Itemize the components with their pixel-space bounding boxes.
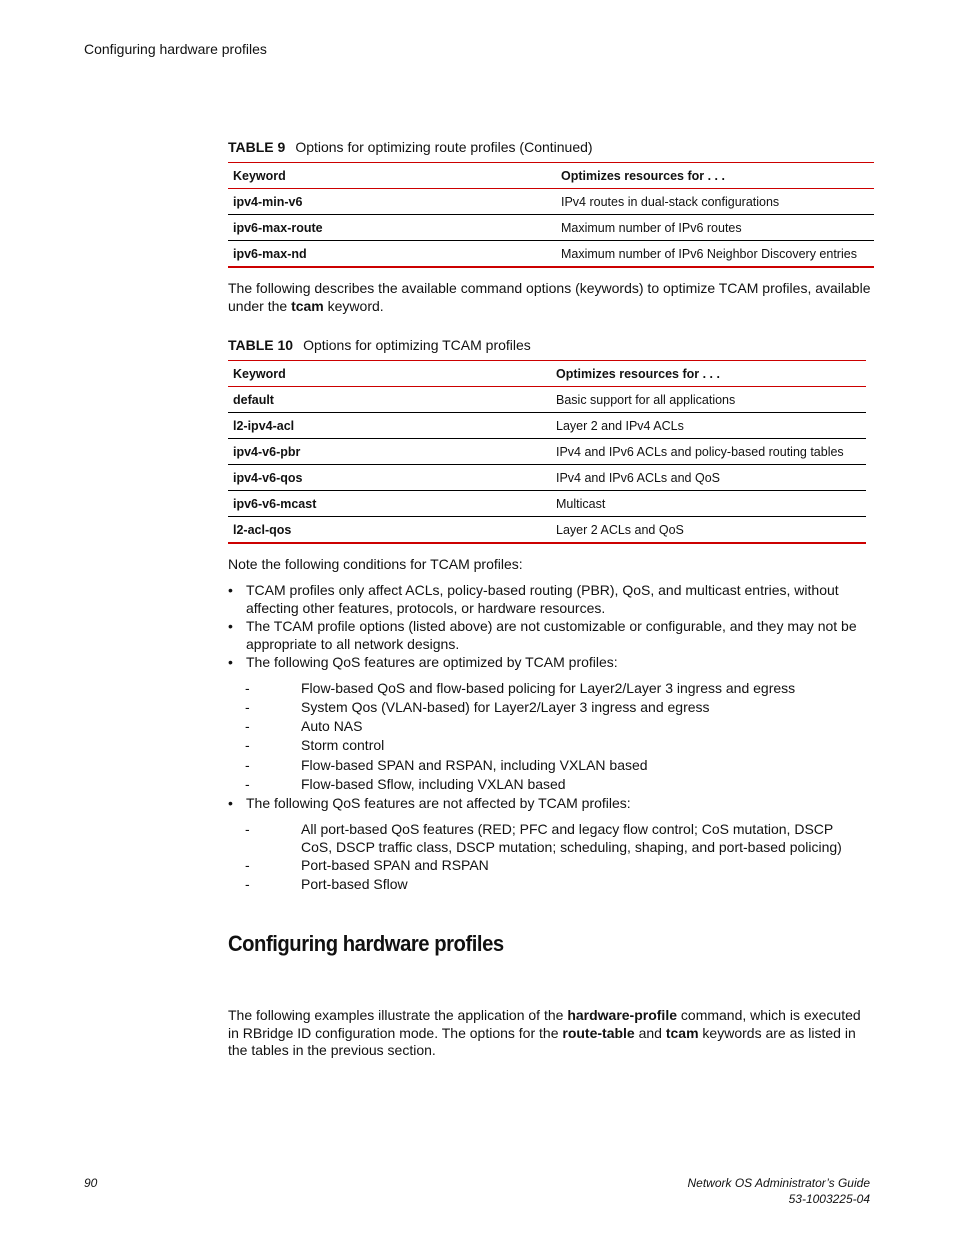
dash-glyph: - [245,680,250,696]
hardware-profile-keyword: hardware-profile [567,1007,678,1023]
table-row [228,413,866,439]
column-header-optimizes: Optimizes resources for . . . [556,163,874,189]
sub-item-text: Port-based Sflow [301,876,408,892]
sub-item-text: System Qos (VLAN-based) for Layer2/Layer 3 ingress and egress [301,699,710,715]
table-row [228,215,874,241]
table-header-row [228,163,874,189]
intro-text-end: keyword. [323,297,384,314]
tcam-keyword: tcam [665,1024,699,1041]
column-header-keyword: Keyword [228,163,556,189]
table9-title: Options for optimizing route profiles (Continued) [295,139,593,155]
bullet-glyph: • [228,654,233,670]
column-header-keyword: Keyword [228,361,551,387]
table-row [228,387,866,413]
tcam-keyword: tcam [291,297,324,314]
description-cell: IPv4 and IPv6 ACLs and QoS [551,465,866,491]
section-heading: Configuring hardware profiles [228,931,504,956]
dash-glyph: - [245,821,250,837]
keyword-cell: ipv6-v6-mcast [228,491,551,517]
running-header: Configuring hardware profiles [84,41,267,57]
table-header-row [228,361,866,387]
conditions-note: Note the following conditions for TCAM profiles: [228,556,523,572]
bullet-glyph: • [228,582,233,598]
keyword-cell: ipv4-v6-pbr [228,439,551,465]
keyword-cell: l2-acl-qos [228,517,551,544]
footer-doc-info [687,1175,870,1207]
description-cell: IPv4 routes in dual-stack configurations [556,189,874,215]
description-cell: Maximum number of IPv6 routes [556,215,874,241]
description-cell: IPv4 and IPv6 ACLs and policy-based routing tables [551,439,866,465]
description-cell: Basic support for all applications [551,387,866,413]
route-table-keyword: route-table [562,1024,635,1041]
sub-item-text: Storm control [301,737,385,753]
table-row [228,491,866,517]
table9-label: TABLE 9 [228,139,286,155]
keyword-cell: ipv4-min-v6 [228,189,556,215]
sub-item-text: Flow-based Sflow, including VXLAN based [301,776,566,792]
para-text: keywords are as listed in the tables in the previous section. [228,1024,856,1058]
bullet-text: The TCAM profile options (listed above) are not customizable or configurable, and they may not be appropriate to all network designs. [246,618,857,652]
keyword-cell: ipv6-max-nd [228,241,556,268]
bullet-glyph: • [228,618,233,634]
dash-glyph: - [245,776,250,792]
sub-item-text: Port-based SPAN and RSPAN [301,857,489,873]
table10-title: Options for optimizing TCAM profiles [303,337,531,353]
description-cell: Layer 2 ACLs and QoS [551,517,866,544]
page-number: 90 [84,1176,98,1190]
description-cell: Layer 2 and IPv4 ACLs [551,413,866,439]
dash-glyph: - [245,757,250,773]
keyword-cell: ipv6-max-route [228,215,556,241]
table9 [228,162,874,268]
sub-item-text: Flow-based QoS and flow-based policing for Layer2/Layer 3 ingress and egress [301,680,796,696]
keyword-cell: l2-ipv4-acl [228,413,551,439]
bullet-text: The following QoS features are not affected by TCAM profiles: [246,795,631,811]
table-row [228,465,866,491]
column-header-optimizes: Optimizes resources for . . . [551,361,866,387]
sub-item-text: All port-based QoS features (RED; PFC and legacy flow control; CoS mutation, DSCP CoS, DSCP traffic class, DSCP mutation; scheduling, shaping, and port-based policing) [301,821,842,855]
keyword-cell: ipv4-v6-qos [228,465,551,491]
dash-glyph: - [245,876,250,892]
para-text: command, which is executed in RBridge ID configuration mode. The options for the [228,1007,861,1041]
dash-glyph: - [245,718,250,734]
table-row [228,439,866,465]
doc-number: 53-1003225-04 [788,1192,870,1206]
table10 [228,360,866,544]
keyword-cell: default [228,387,551,413]
description-cell: Multicast [551,491,866,517]
sub-item-text: Flow-based SPAN and RSPAN, including VXLAN based [301,757,648,773]
intro-text: The following describes the available command options (keywords) to optimize TCAM profiles, available under the [228,280,871,314]
dash-glyph: - [245,857,250,873]
table-row [228,241,874,268]
table-row [228,517,866,544]
tcam-intro-paragraph [228,280,874,315]
doc-title: Network OS Administrator’s Guide [687,1176,870,1190]
sub-item-text: Auto NAS [301,718,363,734]
table-row [228,189,874,215]
table9-caption [228,139,593,155]
para-text: and [634,1024,666,1041]
table10-caption [228,337,531,353]
hardware-profile-paragraph [228,1007,874,1060]
bullet-text: TCAM profiles only affect ACLs, policy-based routing (PBR), QoS, and multicast entries, without affecting other features, protocols, or hardware resources. [246,582,839,616]
dash-glyph: - [245,737,250,753]
para-text: The following examples illustrate the application of the [228,1007,568,1023]
dash-glyph: - [245,699,250,715]
description-cell: Maximum number of IPv6 Neighbor Discovery entries [556,241,874,268]
bullet-text: The following QoS features are optimized by TCAM profiles: [246,654,618,670]
table10-label: TABLE 10 [228,337,294,353]
bullet-glyph: • [228,795,233,811]
